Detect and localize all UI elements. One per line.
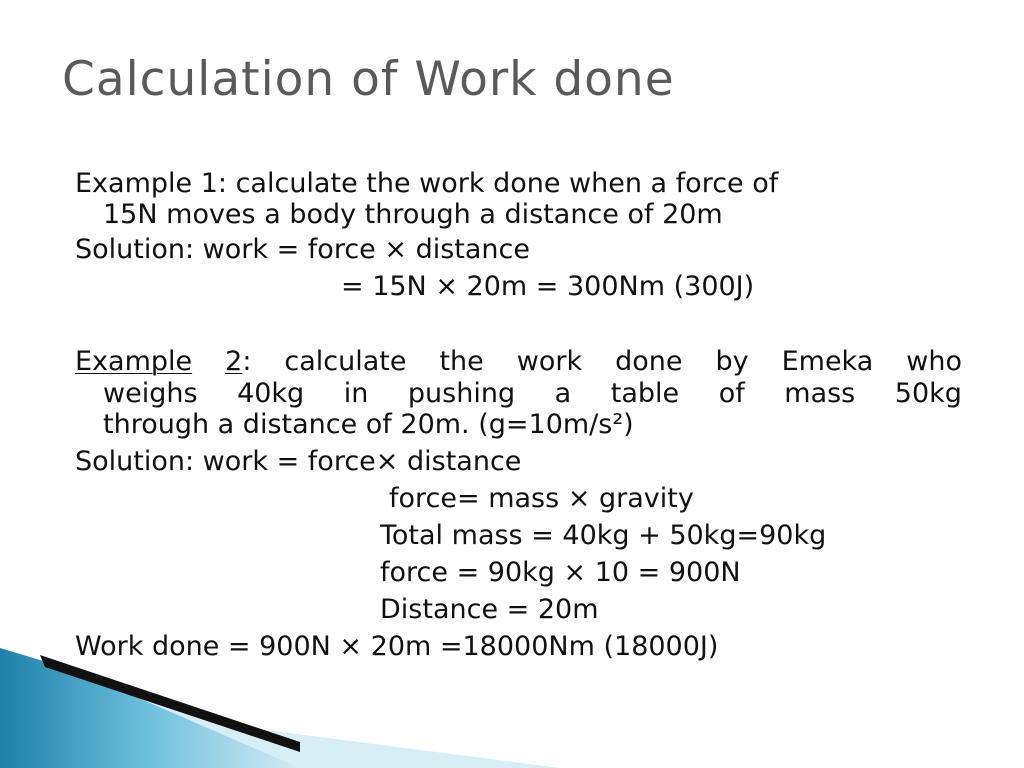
example2-step-total-mass: Total mass = 40kg + 50kg=90kg [380, 520, 827, 551]
example2-word: a [554, 378, 572, 409]
example2-word: table [610, 378, 680, 409]
example2-step-force-value: force = 90kg × 10 = 900N [380, 557, 741, 588]
example2-word: by [715, 346, 749, 377]
example2-word: done [615, 346, 683, 377]
example2-word: of [718, 378, 745, 409]
example2-word: who [906, 346, 962, 377]
example1-line2: 15N moves a body through a distance of 20m [103, 199, 723, 230]
example2-line2 [103, 378, 962, 410]
example1-label: Example 1 [75, 168, 218, 199]
example2-line1 [75, 346, 962, 378]
example2-step-distance: Distance = 20m [380, 594, 599, 625]
example2-word: Emeka [781, 346, 874, 377]
example2-word: mass [784, 378, 856, 409]
example2-solution: Solution: work = force× distance [75, 446, 522, 477]
example2-word: work [516, 346, 583, 377]
slide-title: Calculation of Work done [62, 52, 675, 107]
example2-answer: Work done = 900N × 20m =18000Nm (18000J) [75, 631, 719, 662]
example2-word: 50kg [894, 378, 962, 409]
example1-result: = 15N × 20m = 300Nm (300J) [341, 271, 755, 302]
example2-label-num: 2: calculate [225, 346, 407, 377]
example2-word: 40kg [237, 378, 305, 409]
example2-label-word: Example [75, 346, 193, 377]
example1-solution-label: Solution [75, 234, 185, 265]
example1-solution [75, 234, 530, 266]
example2-step-force: force= mass × gravity [389, 483, 694, 514]
example1-question: : calculate the work done when a force of [217, 168, 779, 199]
example2-word: weighs [103, 378, 198, 409]
example2-word: the [439, 346, 484, 377]
example2-word: pushing [407, 378, 516, 409]
example2-line3: through a distance of 20m. (g=10m/s²) [103, 409, 634, 440]
example1-solution-text: : work = force × distance [185, 234, 530, 265]
example2-word: in [343, 378, 369, 409]
example1-line1 [75, 168, 778, 200]
